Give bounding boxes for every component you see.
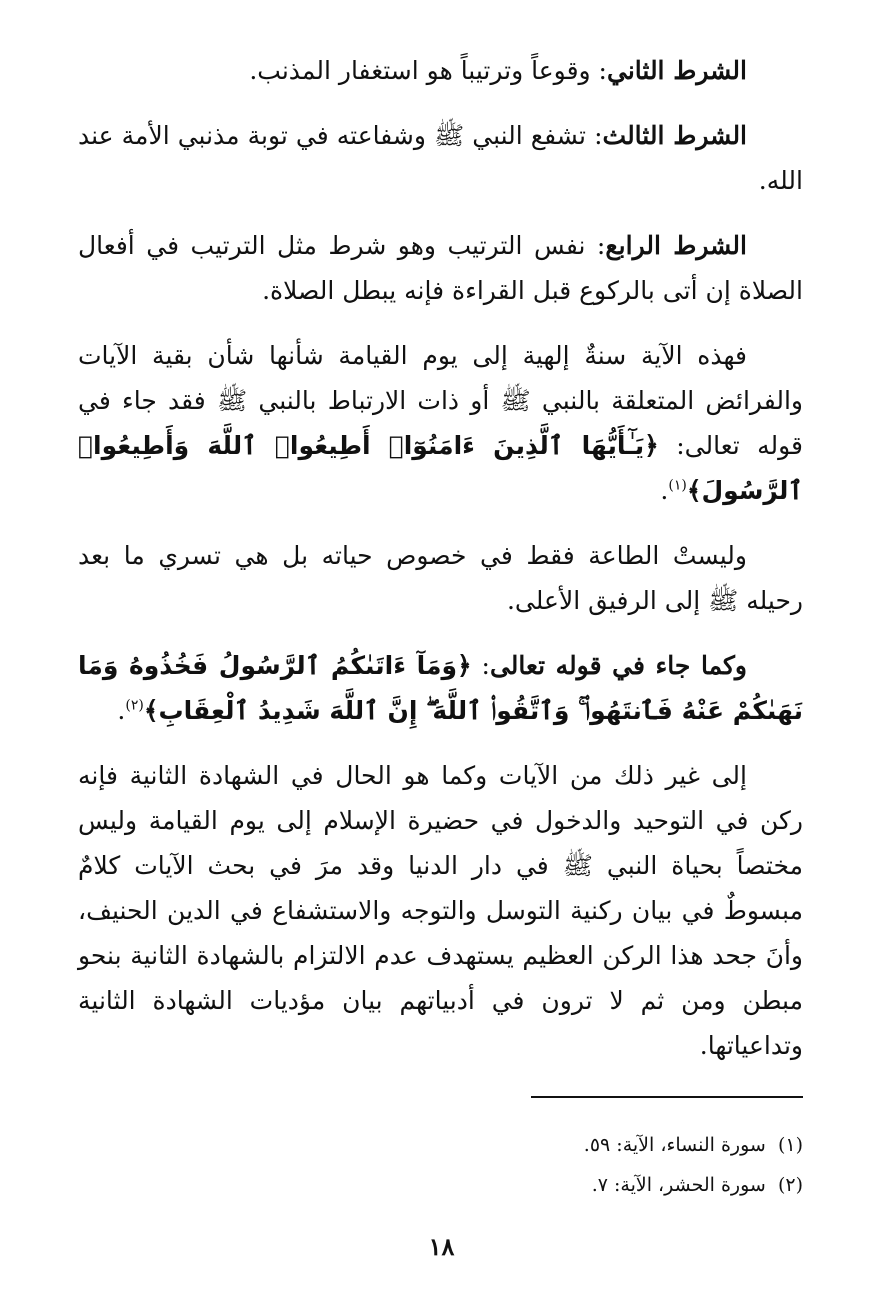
- footnote-number: (٢): [777, 1174, 803, 1196]
- quran-verse-nisa: ﴿يَـٰٓأَيُّهَا ٱلَّذِينَ ءَامَنُوٓا۟ أَطِيعُوا۟ ٱللَّهَ وَأَطِيعُوا۟ ٱلرَّسُولَ﴾: [78, 431, 803, 505]
- paragraph-obedience: [78, 533, 803, 623]
- hashr-intro-label: وكما جاء في قوله تعالى: [489, 651, 748, 680]
- footnote-number: (١): [777, 1134, 803, 1156]
- paragraph-second-testimony: [78, 753, 803, 1068]
- page-number: ١٨: [428, 1232, 455, 1261]
- hashr-end: .: [117, 696, 126, 725]
- page-body: [78, 48, 803, 1088]
- footnote-2: [78, 1168, 803, 1202]
- paragraph-sunnah: [78, 333, 803, 513]
- paragraph-quran-hashr: [78, 643, 803, 733]
- sunnah-text: فهذه الآية سنةٌ إلهية إلى يوم القيامة شأنها شأن بقية الآيات والفرائض المتعلقة بالنبي ﷺ أو ذات الارتباط بالنبي ﷺ فقد جاء في قوله تعالى:: [78, 341, 803, 460]
- paragraph-condition-two: [78, 48, 803, 93]
- condition-three-text: : تشفع النبي ﷺ وشفاعته في توبة مذنبي الأمة عند الله.: [78, 121, 803, 195]
- obedience-text: وليستْ الطاعة فقط في خصوص حياته بل هي تسري ما بعد رحيله ﷺ إلى الرفيق الأعلى.: [78, 541, 803, 615]
- condition-three-label: الشرط الثالث: [602, 121, 748, 150]
- condition-two-text: : وقوعاً وترتيباً هو استغفار المذنب.: [249, 56, 607, 85]
- footnote-text: سورة الحشر، الآية: ٧.: [591, 1174, 766, 1196]
- condition-two-label: الشرط الثاني: [606, 56, 747, 85]
- footnote-1: [78, 1128, 803, 1162]
- footnotes: [78, 1128, 803, 1208]
- paragraph-condition-four: [78, 223, 803, 313]
- footnote-text: سورة النساء، الآية: ٥٩.: [583, 1134, 766, 1156]
- footnote-ref-2[interactable]: (٢): [125, 697, 144, 714]
- condition-four-text: : نفس الترتيب وهو شرط مثل الترتيب في أفعال الصلاة إن أتى بالركوع قبل القراءة فإنه يبطل الصلاة.: [78, 231, 803, 305]
- second-testimony-text: إلى غير ذلك من الآيات وكما هو الحال في الشهادة الثانية فإنه ركن في التوحيد والدخول في حضيرة الإسلام إلى يوم القيامة وليس مختصاً بحياة النبي ﷺ في دار الدنيا وقد مرَ في بحث الآيات كلامٌ مبسوطٌ في بيان ركنية التوسل والتوجه والاستشفاع في الدين الحنيف، وأنَ جحد هذا الركن العظيم يستهدف عدم الالتزام بالشهادة الثانية بنحو مبطن ومن ثم لا ترون في أدبياتهم بيان مؤديات الشهادة الثانية وتداعياتها.: [78, 761, 803, 1060]
- paragraph-condition-three: [78, 113, 803, 203]
- quran-verse-hashr: ﴿وَمَآ ءَاتَىٰكُمُ ٱلرَّسُولُ فَخُذُوهُ وَمَا نَهَىٰكُمْ عَنْهُ فَٱنتَهُوا۟ ۚ وَٱتَّقُوا۟ ٱللَّهَ ۖ إِنَّ ٱللَّهَ شَدِيدُ ٱلْعِقَابِ﴾: [78, 651, 803, 725]
- footnote-divider: [531, 1096, 803, 1098]
- footnote-ref-1[interactable]: (١): [668, 477, 687, 494]
- hashr-colon: :: [471, 651, 490, 680]
- sunnah-end: .: [660, 476, 669, 505]
- condition-four-label: الشرط الرابع: [605, 231, 747, 260]
